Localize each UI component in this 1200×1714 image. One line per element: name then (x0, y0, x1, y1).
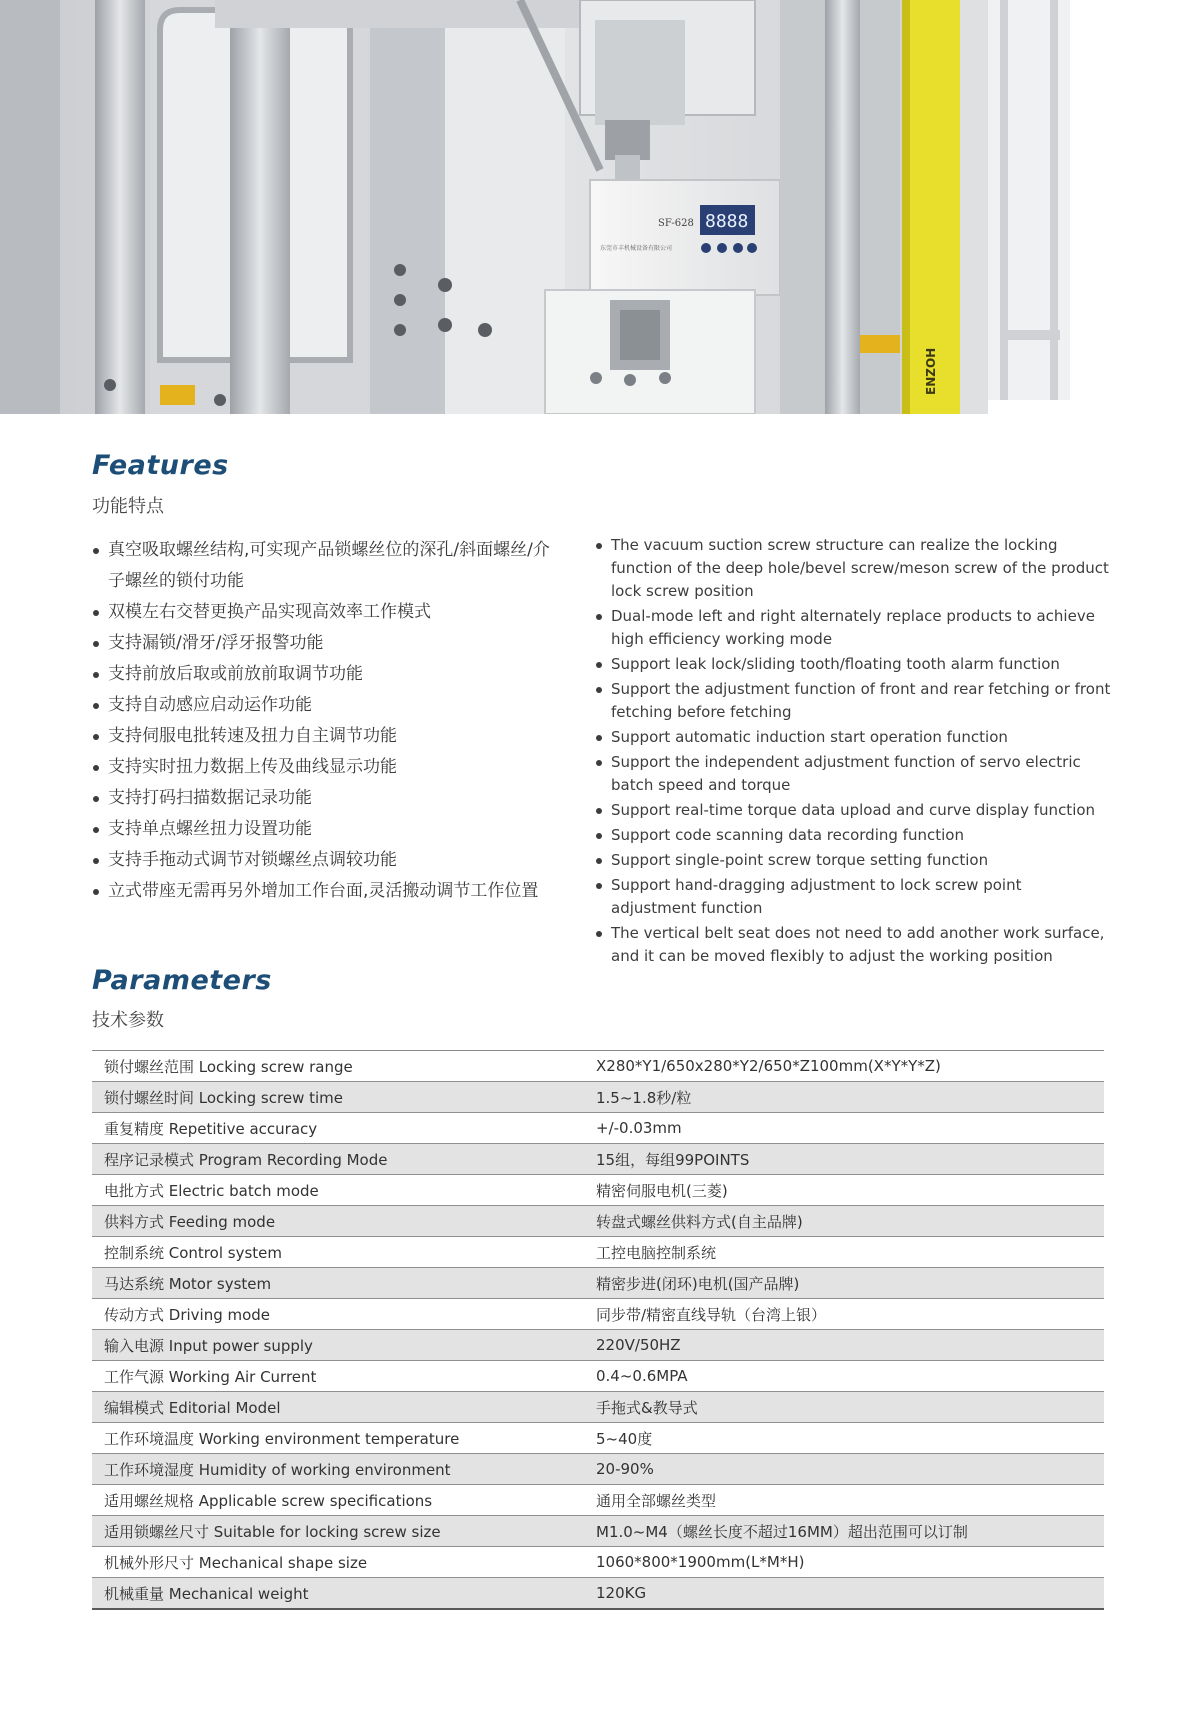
param-key: 锁付螺丝时间 Locking screw time (92, 1082, 584, 1113)
parameters-title: Parameters (92, 965, 272, 996)
param-value: 0.4~0.6MPA (584, 1361, 1104, 1392)
param-value: 工控电脑控制系统 (584, 1237, 1104, 1268)
device-company: 东莞市丰机械设备有限公司 (600, 245, 673, 252)
table-row (92, 1578, 1104, 1610)
list-item: 支持实时扭力数据上传及曲线显示功能 (108, 752, 558, 783)
param-key: 程序记录模式 Program Recording Mode (92, 1144, 584, 1175)
list-item: Support leak lock/sliding tooth/floating tooth alarm function (611, 653, 1111, 676)
param-value: 120KG (584, 1578, 1104, 1610)
param-value: 15组，每组99POINTS (584, 1144, 1104, 1175)
param-key: 控制系统 Control system (92, 1237, 584, 1268)
param-key: 工作环境温度 Working environment temperature (92, 1423, 584, 1454)
list-item: 支持单点螺丝扭力设置功能 (108, 814, 558, 845)
table-row (92, 1547, 1104, 1578)
param-key: 适用螺丝规格 Applicable screw specifications (92, 1485, 584, 1516)
list-item: The vacuum suction screw structure can realize the locking function of the deep hole/bevel screw/meson screw of the product lock screw position (611, 534, 1111, 603)
table-row (92, 1268, 1104, 1299)
param-key: 工作气源 Working Air Current (92, 1361, 584, 1392)
table-row (92, 1423, 1104, 1454)
param-value: 手拖式&教导式 (584, 1392, 1104, 1423)
table-row (92, 1206, 1104, 1237)
list-item: 立式带座无需再另外增加工作台面,灵活搬动调节工作位置 (108, 876, 558, 907)
list-item: Support code scanning data recording function (611, 824, 1111, 847)
param-key: 输入电源 Input power supply (92, 1330, 584, 1361)
param-key: 马达系统 Motor system (92, 1268, 584, 1299)
table-row (92, 1082, 1104, 1113)
parameters-table (92, 1050, 1104, 1610)
table-row (92, 1485, 1104, 1516)
param-value: X280*Y1/650x280*Y2/650*Z100mm(X*Y*Y*Z) (584, 1051, 1104, 1082)
list-item: Support automatic induction start operation function (611, 726, 1111, 749)
list-item: 支持打码扫描数据记录功能 (108, 783, 558, 814)
table-row (92, 1330, 1104, 1361)
features-subtitle: 功能特点 (92, 496, 164, 517)
param-value: 5~40度 (584, 1423, 1104, 1454)
param-key: 适用锁螺丝尺寸 Suitable for locking screw size (92, 1516, 584, 1547)
table-row (92, 1361, 1104, 1392)
list-item: 真空吸取螺丝结构,可实现产品锁螺丝位的深孔/斜面螺丝/介子螺丝的锁付功能 (108, 535, 558, 597)
list-item: 双模左右交替更换产品实现高效率工作模式 (108, 597, 558, 628)
list-item: 支持伺服电批转速及扭力自主调节功能 (108, 721, 558, 752)
list-item: Dual-mode left and right alternately replace products to achieve high efficiency working mode (611, 605, 1111, 651)
table-row (92, 1051, 1104, 1082)
param-value: 通用全部螺丝类型 (584, 1485, 1104, 1516)
list-item: The vertical belt seat does not need to add another work surface, and it can be moved flexibly to adjust the working position (611, 922, 1111, 968)
param-value: 同步带/精密直线导轨（台湾上银） (584, 1299, 1104, 1330)
list-item: 支持手拖动式调节对锁螺丝点调较功能 (108, 845, 558, 876)
param-value: M1.0~M4（螺丝长度不超过16MM）超出范围可以订制 (584, 1516, 1104, 1547)
list-item: Support single-point screw torque setting function (611, 849, 1111, 872)
features-cn-list (108, 535, 558, 907)
features-title: Features (92, 450, 229, 481)
param-key: 供料方式 Feeding mode (92, 1206, 584, 1237)
param-key: 工作环境湿度 Humidity of working environment (92, 1454, 584, 1485)
param-key: 机械外形尺寸 Mechanical shape size (92, 1547, 584, 1578)
parameters-subtitle: 技术参数 (92, 1010, 164, 1031)
param-value: 1.5~1.8秒/粒 (584, 1082, 1104, 1113)
table-row (92, 1113, 1104, 1144)
param-key: 传动方式 Driving mode (92, 1299, 584, 1330)
device-model: SF-628 (658, 218, 694, 229)
param-value: 1060*800*1900mm(L*M*H) (584, 1547, 1104, 1578)
table-row (92, 1175, 1104, 1206)
param-key: 机械重量 Mechanical weight (92, 1578, 584, 1610)
list-item: Support real-time torque data upload and curve display function (611, 799, 1111, 822)
param-key: 重复精度 Repetitive accuracy (92, 1113, 584, 1144)
param-value: 20-90% (584, 1454, 1104, 1485)
table-row (92, 1516, 1104, 1547)
list-item: Support the adjustment function of front and rear fetching or front fetching before fetching (611, 678, 1111, 724)
features-en-list (611, 534, 1111, 970)
param-key: 编辑模式 Editorial Model (92, 1392, 584, 1423)
table-row (92, 1299, 1104, 1330)
param-key: 锁付螺丝范围 Locking screw range (92, 1051, 584, 1082)
list-item: 支持自动感应启动运作功能 (108, 690, 558, 721)
param-key: 电批方式 Electric batch mode (92, 1175, 584, 1206)
list-item: Support hand-dragging adjustment to lock screw point adjustment function (611, 874, 1111, 920)
param-value: 220V/50HZ (584, 1330, 1104, 1361)
device-display: 8888 (705, 211, 749, 232)
table-row (92, 1392, 1104, 1423)
table-row (92, 1454, 1104, 1485)
param-value: 精密伺服电机(三菱) (584, 1175, 1104, 1206)
list-item: 支持前放后取或前放前取调节功能 (108, 659, 558, 690)
param-value: +/-0.03mm (584, 1113, 1104, 1144)
param-value: 精密步进(闭环)电机(国产品牌) (584, 1268, 1104, 1299)
list-item: Support the independent adjustment function of servo electric batch speed and torque (611, 751, 1111, 797)
list-item: 支持漏锁/滑牙/浮牙报警功能 (108, 628, 558, 659)
table-row (92, 1144, 1104, 1175)
machine-photo (0, 0, 960, 414)
table-row (92, 1237, 1104, 1268)
param-value: 转盘式螺丝供料方式(自主品牌) (584, 1206, 1104, 1237)
sensor-label: ENZOH (924, 347, 938, 395)
photo-background-right (960, 0, 1200, 414)
